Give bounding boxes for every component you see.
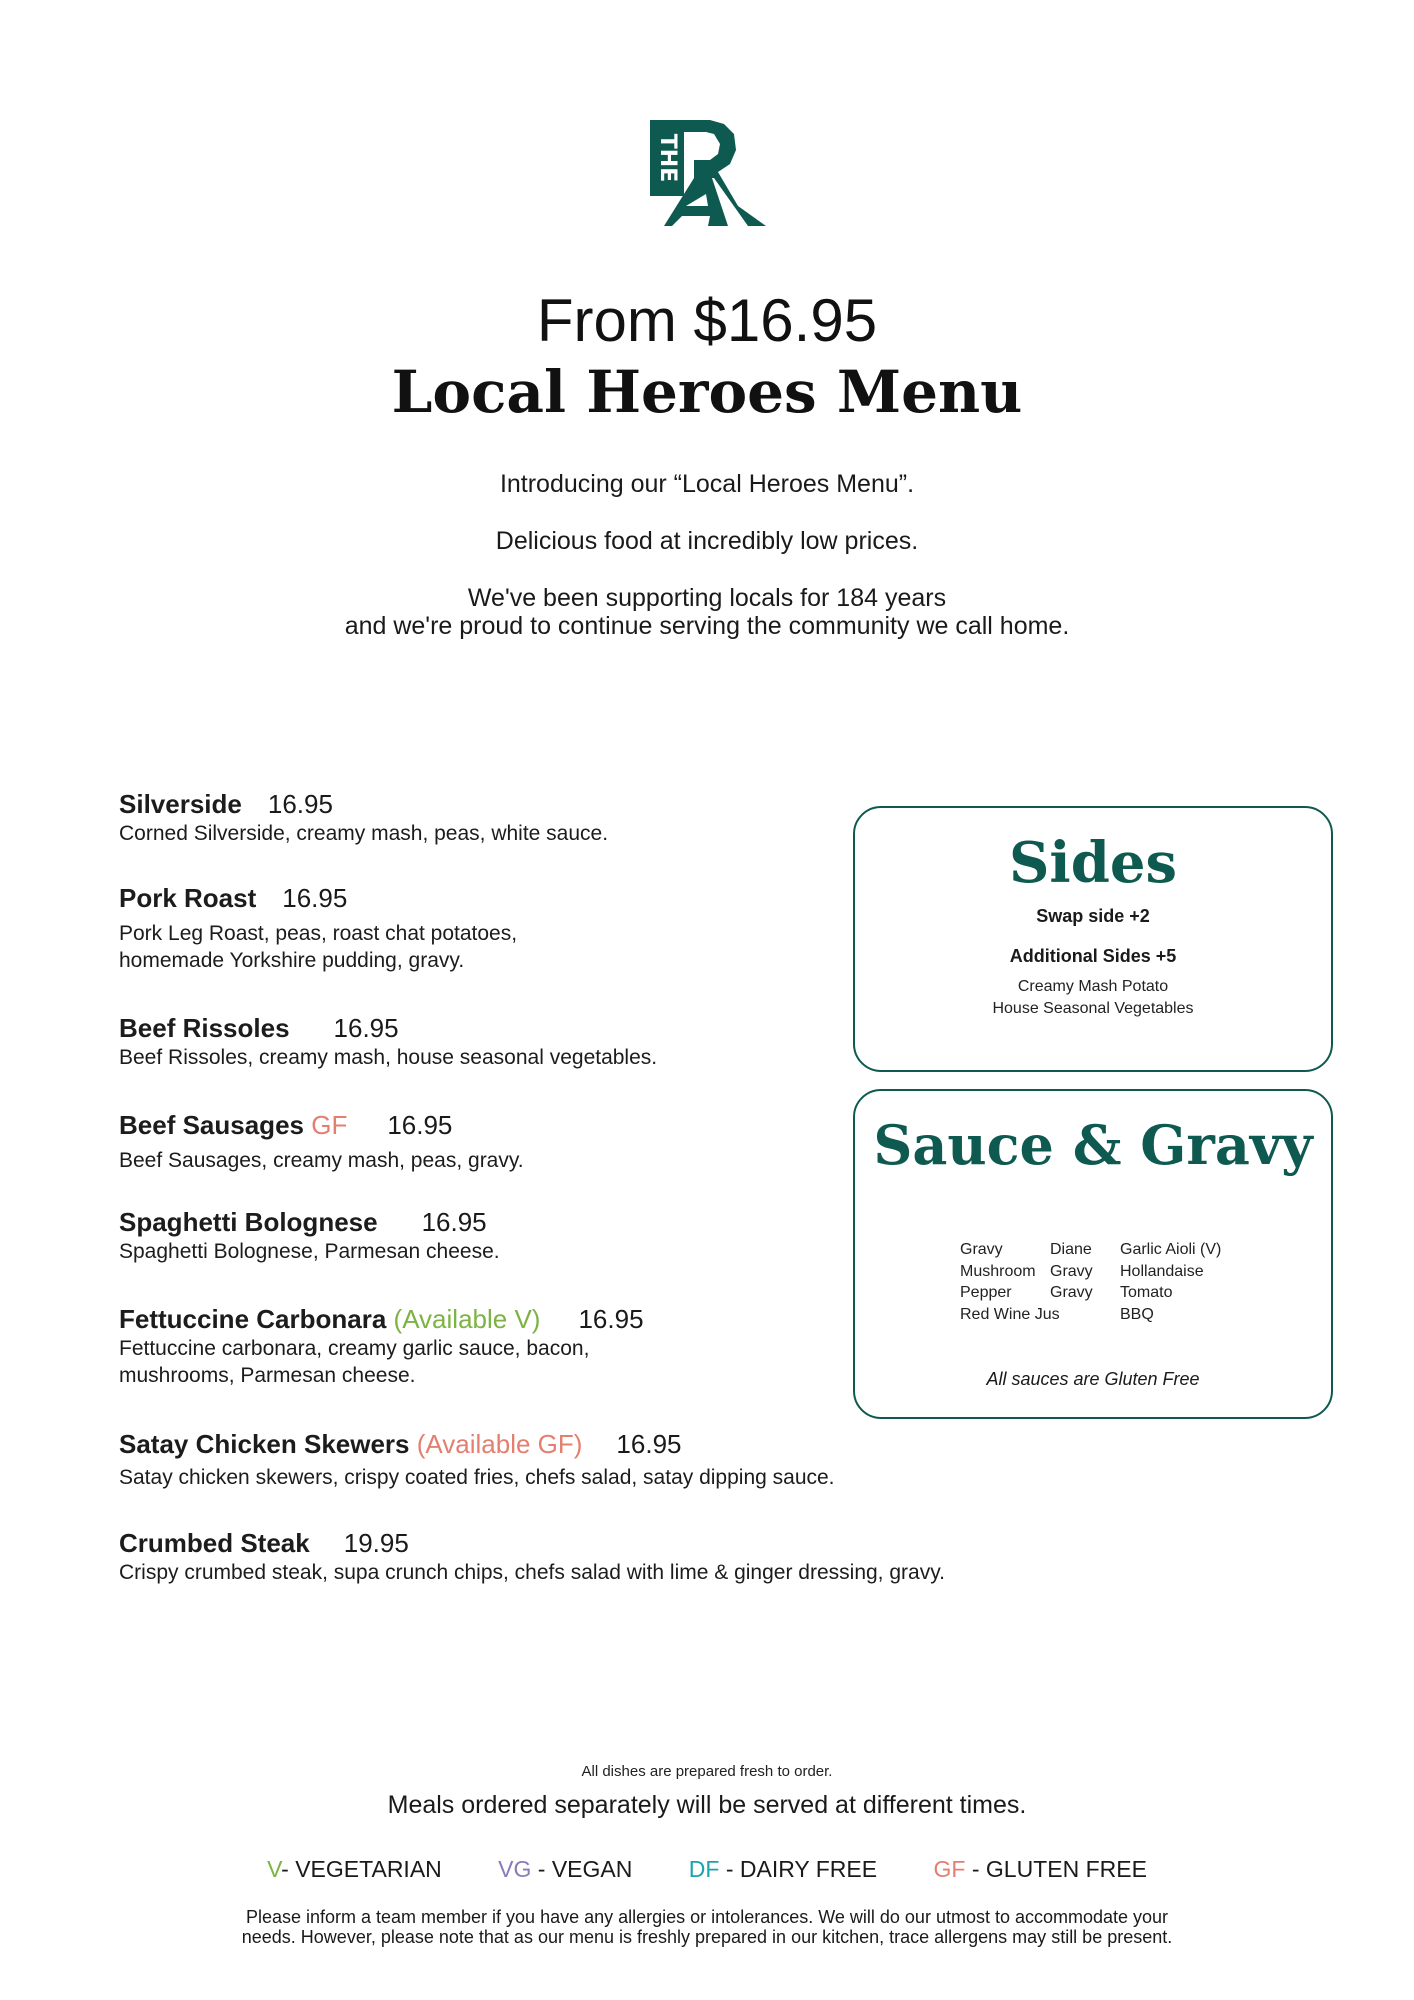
sauce-note: All sauces are Gluten Free (986, 1369, 1200, 1389)
item-description: Satay chicken skewers, crispy coated fries, chefs salad, satay dipping sauce. (119, 1466, 835, 1489)
footer-fresh-note: All dishes are prepared fresh to order. (581, 1763, 833, 1780)
item-dietary-tag: GF (311, 1110, 348, 1140)
legend-label: DAIRY FREE (739, 1856, 878, 1882)
intro-line-2: Delicious food at incredibly low prices. (495, 527, 919, 555)
item-price: 16.95 (387, 1110, 453, 1140)
item-name: Silverside (119, 789, 242, 819)
sauce-column (960, 1239, 1060, 1325)
dietary-legend (0, 1856, 1414, 1883)
price-heading: From $16.95 (536, 287, 878, 354)
item-name: Crumbed Steak (119, 1528, 310, 1558)
sauce-option: Gravy (960, 1241, 1003, 1258)
sauce-column (1050, 1239, 1093, 1304)
item-description: Pork Leg Roast, peas, roast chat potatoes, (119, 922, 518, 945)
sauce-option: Pepper (960, 1284, 1012, 1301)
item-price: 16.95 (333, 1013, 399, 1043)
legend-label: VEGAN (551, 1856, 633, 1882)
item-description: Fettuccine carbonara, creamy garlic sauce, bacon, (119, 1337, 590, 1360)
item-description: mushrooms, Parmesan cheese. (119, 1364, 416, 1387)
footer-serving-note: Meals ordered separately will be served at different times. (387, 1791, 1027, 1819)
item-name: Beef Rissoles (119, 1013, 290, 1043)
item-price: 16.95 (616, 1429, 682, 1459)
logo-text: THE (655, 133, 680, 183)
legend-label: GLUTEN FREE (985, 1856, 1147, 1882)
item-price: 16.95 (282, 883, 348, 913)
allergy-notice-line-2: needs. However, please note that as our menu is freshly prepared in our kitchen, trace allergens may still be present. (241, 1927, 1173, 1947)
sauce-gravy-box (853, 1089, 1333, 1419)
sauce-option: Red Wine Jus (960, 1305, 1060, 1323)
legend-vegetarian: V- VEGETARIAN (267, 1856, 442, 1882)
sides-box (853, 806, 1333, 1072)
item-description: Beef Sausages, creamy mash, peas, gravy. (119, 1149, 524, 1172)
item-price: 16.95 (267, 789, 333, 819)
item-name: Satay Chicken Skewers (119, 1429, 410, 1459)
sauce-option: Diane (1050, 1241, 1092, 1258)
sauce-option: Mushroom (960, 1262, 1036, 1280)
intro-line-1: Introducing our “Local Heroes Menu”. (499, 470, 915, 498)
item-dietary-tag: (Available GF) (416, 1429, 583, 1459)
item-price: 19.95 (343, 1528, 409, 1558)
menu-title: Local Heroes Menu (391, 358, 1023, 426)
item-price: 16.95 (421, 1207, 487, 1237)
item-description: Spaghetti Bolognese, Parmesan cheese. (119, 1240, 500, 1263)
menu-item-satay-chicken-skewers (119, 1428, 1019, 1491)
intro-line-4: and we're proud to continue serving the community we call home. (344, 612, 1070, 640)
intro-line-3: We've been supporting locals for 184 years (467, 584, 947, 612)
swap-side-price: Swap side +2 (1036, 906, 1150, 926)
item-name: Beef Sausages (119, 1110, 304, 1140)
allergy-notice-line-1: Please inform a team member if you have any allergies or intolerances. We will do our utmost to accommodate your (245, 1907, 1169, 1927)
item-name: Pork Roast (119, 883, 257, 913)
menu-item-crumbed-steak (119, 1527, 1019, 1586)
sauce-column (1120, 1239, 1221, 1325)
sauce-option: Gravy (1050, 1262, 1093, 1280)
item-description: homemade Yorkshire pudding, gravy. (119, 949, 465, 972)
item-name: Spaghetti Bolognese (119, 1207, 378, 1237)
sides-title: Sides (1008, 830, 1178, 896)
legend-vegan: VG - VEGAN (498, 1856, 633, 1882)
item-name: Fettuccine Carbonara (119, 1304, 387, 1334)
item-description: Crispy crumbed steak, supa crunch chips, chefs salad with lime & ginger dressing, gravy. (119, 1561, 945, 1584)
side-option: Creamy Mash Potato (1017, 978, 1169, 995)
side-option: House Seasonal Vegetables (992, 1000, 1194, 1017)
legend-code: V (267, 1856, 282, 1882)
legend-gluten-free: GF - GLUTEN FREE (933, 1856, 1147, 1882)
sauce-option: BBQ (1120, 1305, 1154, 1323)
additional-sides-price: Additional Sides +5 (1009, 946, 1177, 966)
legend-code: VG (498, 1856, 532, 1882)
sauce-option: Tomato (1120, 1284, 1173, 1301)
item-description: Beef Rissoles, creamy mash, house seasonal vegetables. (119, 1046, 658, 1069)
item-description: Corned Silverside, creamy mash, peas, white sauce. (119, 822, 609, 845)
logo (650, 120, 770, 226)
legend-code: GF (933, 1856, 966, 1882)
legend-code: DF (688, 1856, 720, 1882)
item-price: 16.95 (578, 1304, 644, 1334)
legend-dairy-free: DF - DAIRY FREE (688, 1856, 878, 1882)
item-dietary-tag: (Available V) (393, 1304, 541, 1334)
legend-label: VEGETARIAN (295, 1856, 442, 1882)
sauce-option: Garlic Aioli (V) (1120, 1241, 1222, 1258)
sauce-option: Hollandaise (1120, 1262, 1204, 1280)
sauce-gravy-title: Sauce & Gravy (873, 1113, 1313, 1177)
sauce-option: Gravy (1050, 1284, 1093, 1301)
